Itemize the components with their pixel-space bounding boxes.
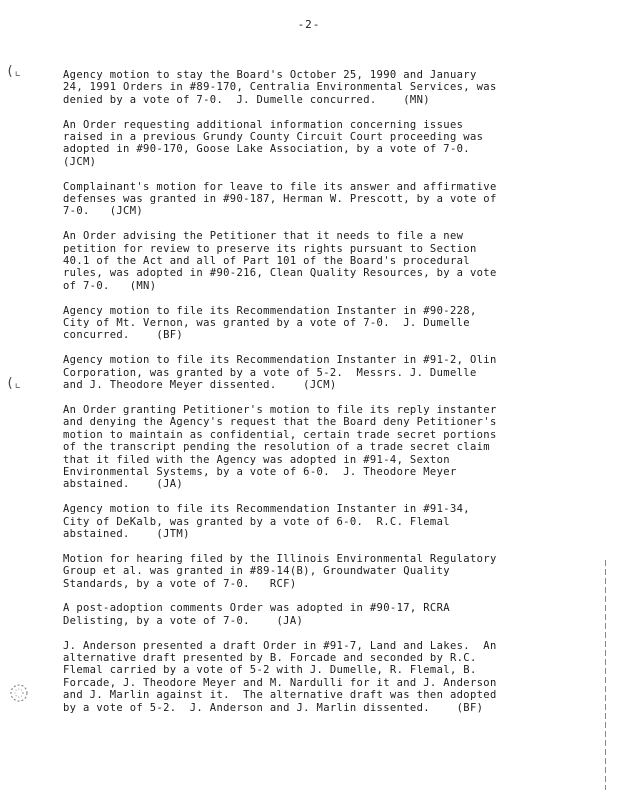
page-number: -2- — [297, 18, 321, 31]
paragraph-rcra: A post-adoption comments Order was adopted in #90-17, RCRA Delisting, by a vote of 7-0. (JA) — [63, 602, 450, 627]
paragraph-goose-lake: An Order requesting additional information concerning issues raised in a previous Grundy County Circuit Court proceeding was adopted in #90-170, Goose Lake Association, by a vote of 7-0. (JCM) — [63, 118, 484, 168]
paragraph-sexton: An Order granting Petitioner's motion to file its reply instanter and denying the Agency's request that the Board deny Petitioner's motion to maintain as confidential, certain trade secret portions of the transcript pending the resolution of a trade secret claim that it filed with the Agency was adopted in #91-4, Sexton Environmental Systems, by a vote of 6-0. J. Theodore Meyer abstained. (JA) — [63, 403, 497, 491]
paragraph-mt-vernon: Agency motion to file its Recommendation Instanter in #90-228, City of Mt. Vernon, was granted by a vote of 7-0. J. Dumelle concurred. (BF) — [63, 304, 477, 342]
minutes-body — [63, 69, 543, 726]
paragraph-olin: Agency motion to file its Recommendation Instanter in #91-2, Olin Corporation, was granted by a vote of 5-2. Messrs. J. Dumelle and J. Theodore Meyer dissented. (JCM) — [63, 354, 497, 392]
paragraph-stay-motion: Agency motion to stay the Board's October 25, 1990 and January 24, 1991 Orders in #89-170, Centralia Environmental Services, was denied by a vote of 7-0. J. Dumelle concurred. (MN) — [63, 69, 497, 106]
scan-smudge-icon — [6, 680, 32, 706]
margin-mark: (⌞ — [6, 376, 22, 391]
paragraph-prescott: Complainant's motion for leave to file its answer and affirmative defenses was granted in #90-187, Herman W. Prescott, by a vote of 7-0. (JCM) — [63, 180, 497, 218]
paragraph-clean-quality: An Order advising the Petitioner that it needs to file a new petition for review to preserve its rights pursuant to Section 40.1 of the Act and all of Part 101 of the Board's procedural rules, was adopted in #90-216, Clean Quality Resources, by a vote of 7-0. (MN) — [63, 230, 497, 292]
paragraph-groundwater: Motion for hearing filed by the Illinois Environmental Regulatory Group et al. was granted in #89-14(B), Groundwater Quality Standards, by a vote of 7-0. RCF) — [63, 552, 497, 590]
scan-edge-line — [604, 560, 607, 790]
margin-mark: (⌞ — [6, 64, 22, 79]
paragraph-land-lakes: J. Anderson presented a draft Order in #91-7, Land and Lakes. An alternative draft presented by B. Forcade and seconded by R.C. Flemal carried by a vote of 5-2 with J. Dumelle, R. Flemal, B. Forcade, J. Theodore Meyer and M. Nardulli for it and J. Anderson and J. Marlin against it. The alternative draft was then adopted by a vote of 5-2. J. Anderson and J. Marlin dissented. (BF) — [63, 639, 497, 714]
paragraph-dekalb: Agency motion to file its Recommendation Instanter in #91-34, City of DeKalb, was granted by a vote of 6-0. R.C. Flemal abstained. (JTM) — [63, 503, 470, 540]
